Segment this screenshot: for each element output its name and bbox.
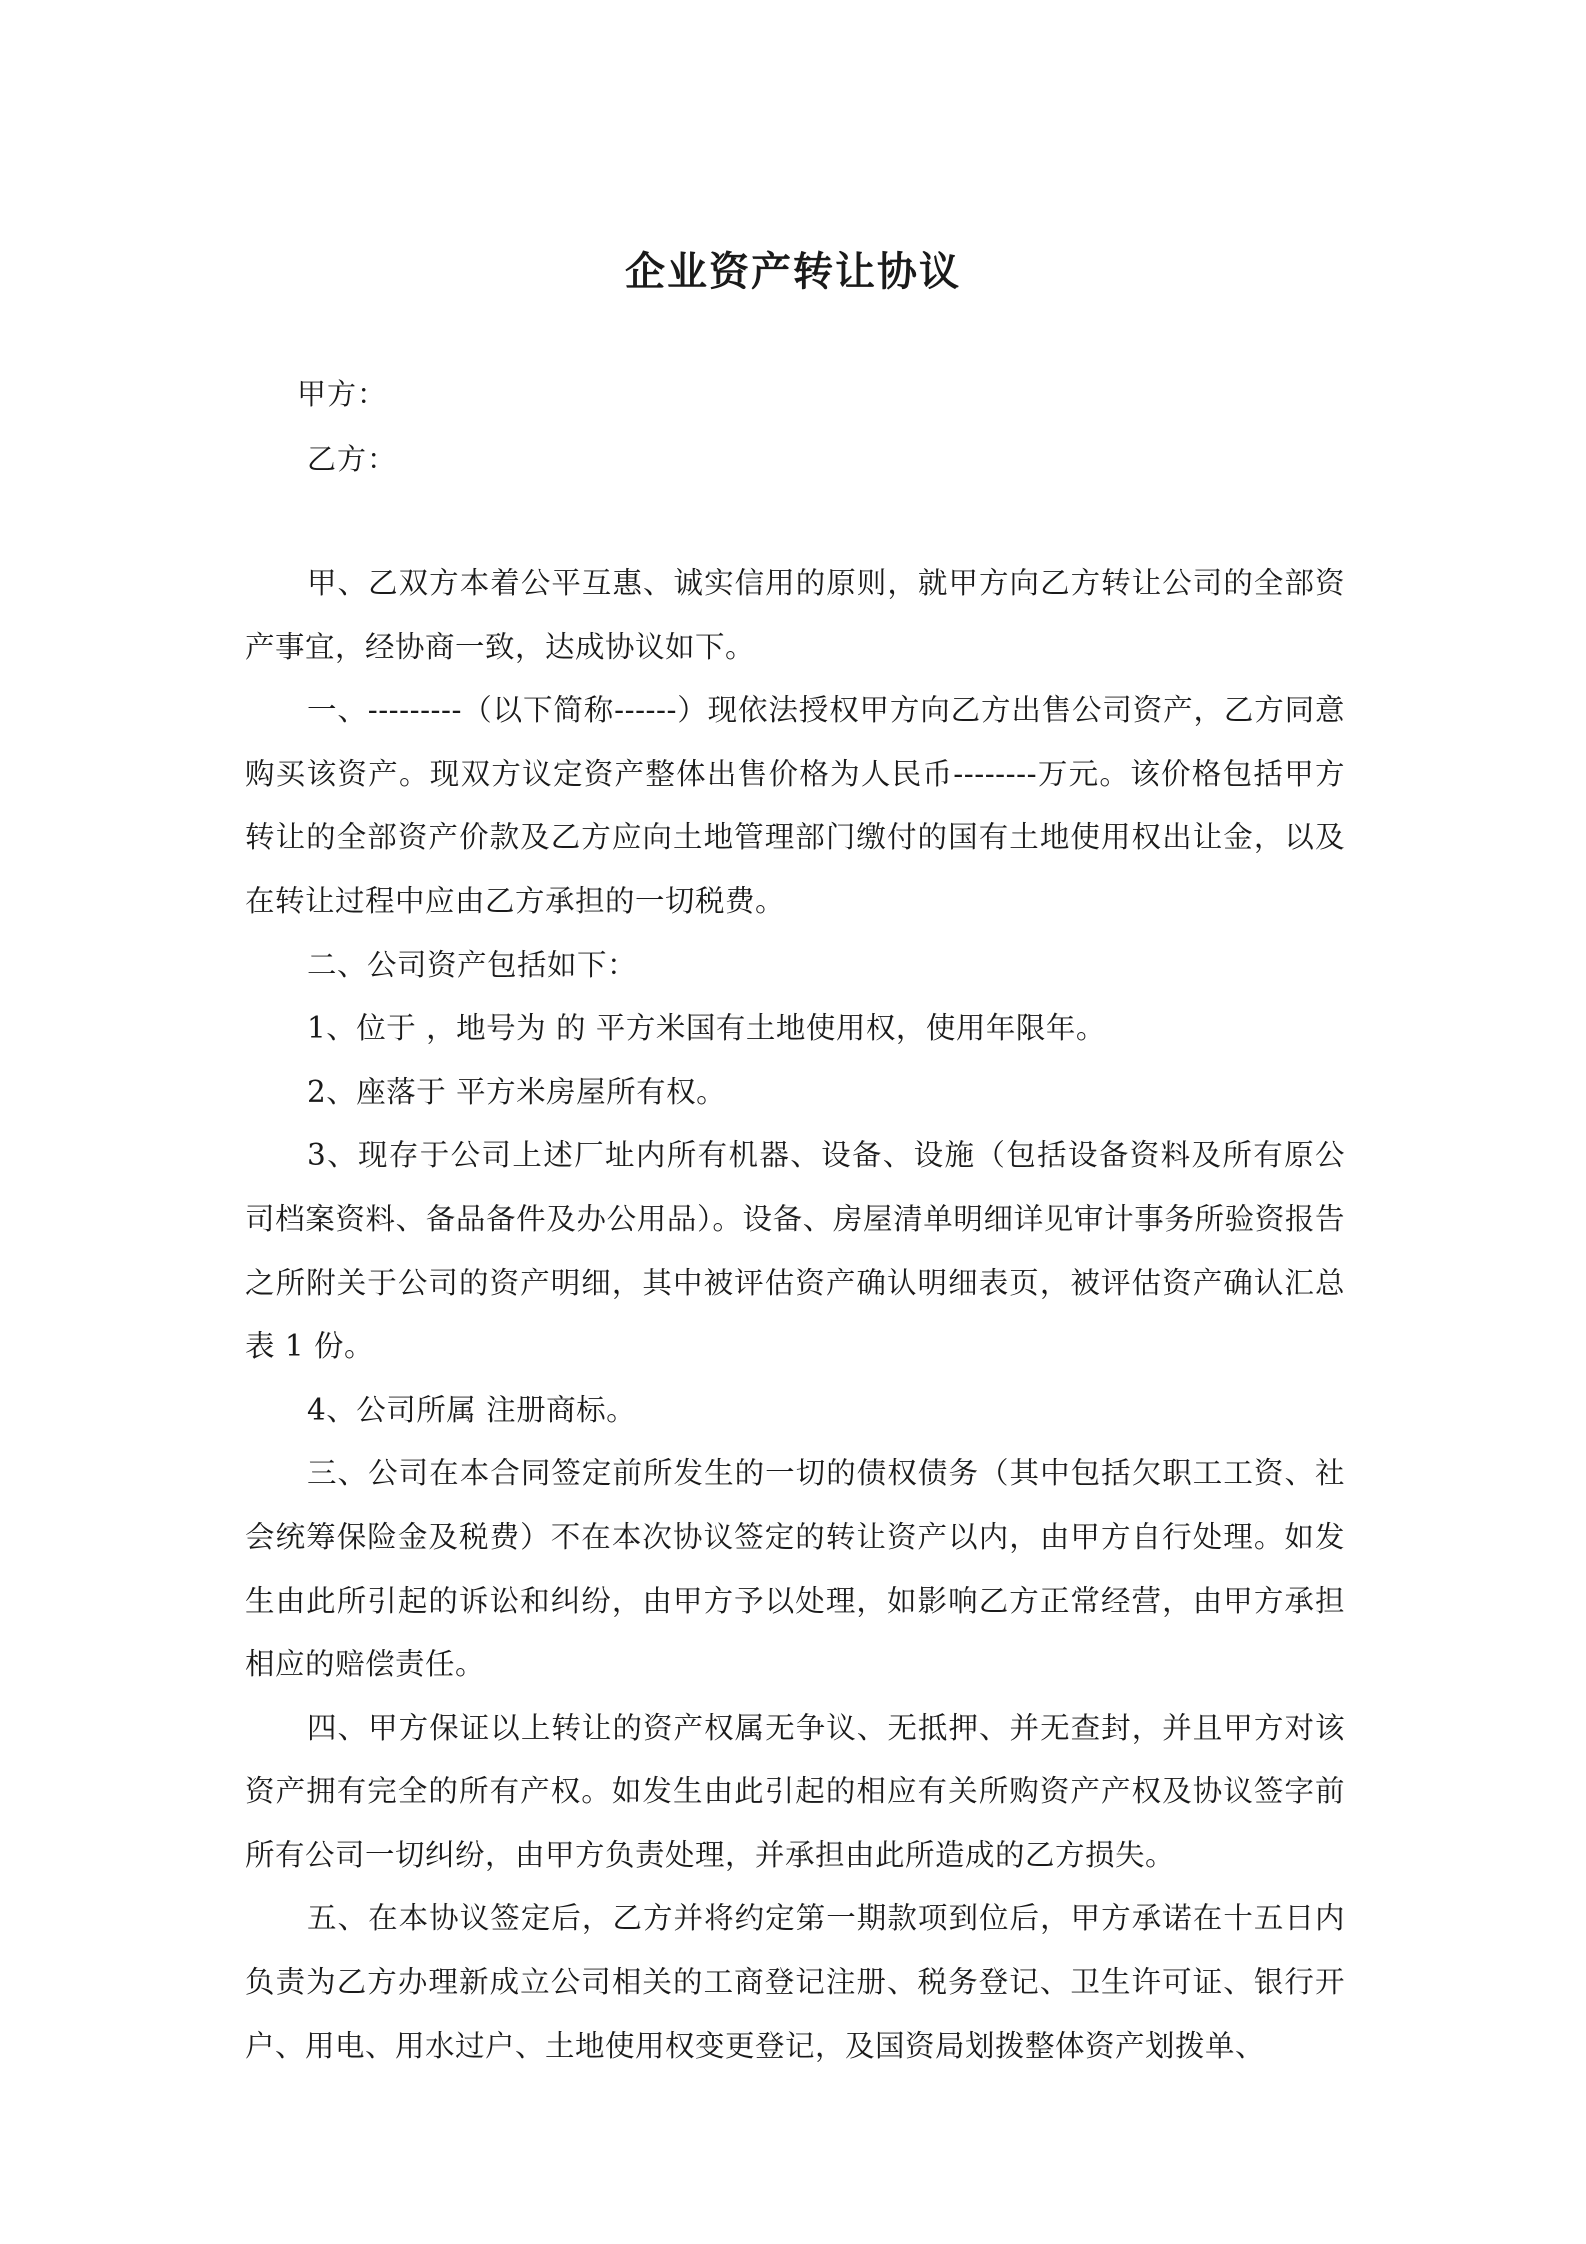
- agreement-body: [245, 552, 1345, 2078]
- party-a-label: 甲方：: [297, 377, 388, 411]
- clause-4-paragraph: 四、甲方保证以上转让的资产权属无争议、无抵押、并无查封，并且甲方对该资产拥有完全的所有产权。如发生由此引起的相应有关所购资产产权及协议签字前所有公司一切纠纷，由甲方负责处理，并承担由此所造成的乙方损失。: [245, 1710, 1345, 1872]
- clause-2-heading: 二、公司资产包括如下：: [307, 947, 638, 982]
- clause-2-item-1: 1、位于 ，地号为 的 平方米国有土地使用权，使用年限年。: [307, 1011, 1106, 1046]
- clause-1-paragraph: 一、---------（以下简称------）现依法授权甲方向乙方出售公司资产，乙方同意购买该资产。现双方议定资产整体出售价格为人民币--------万元。该价格包括甲方转让的全部资产价款及乙方应向土地管理部门缴付的国有土地使用权出让金，以及在转让过程中应由乙方承担的一切税费。: [245, 693, 1345, 918]
- document-title: 企业资产转让协议: [625, 249, 961, 295]
- clause-2-item-2: 2、座落于 平方米房屋所有权。: [307, 1074, 727, 1109]
- preamble-paragraph: 甲、乙双方本着公平互惠、诚实信用的原则，就甲方向乙方转让公司的全部资产事宜，经协商一致，达成协议如下。: [245, 566, 1345, 664]
- clause-2-item-3: 3、现存于公司上述厂址内所有机器、设备、设施（包括设备资料及所有原公司档案资料、备品备件及办公用品）。设备、房屋清单明细详见审计事务所验资报告之所附关于公司的资产明细，其中被评估资产确认明细表页，被评估资产确认汇总表 1 份。: [245, 1138, 1345, 1364]
- party-b-label: 乙方：: [307, 442, 398, 476]
- clause-2-item-4: 4、公司所属 注册商标。: [307, 1392, 637, 1427]
- clause-3-paragraph: 三、公司在本合同签定前所发生的一切的债权债务（其中包括欠职工工资、社会统筹保险金及税费）不在本次协议签定的转让资产以内，由甲方自行处理。如发生由此所引起的诉讼和纠纷，由甲方予以处理，如影响乙方正常经营，由甲方承担相应的赔偿责任。: [245, 1456, 1345, 1682]
- clause-5-paragraph: 五、在本协议签定后，乙方并将约定第一期款项到位后，甲方承诺在十五日内负责为乙方办理新成立公司相关的工商登记注册、税务登记、卫生许可证、银行开户、用电、用水过户、土地使用权变更登记，及国资局划拨整体资产划拨单、: [245, 1901, 1345, 2063]
